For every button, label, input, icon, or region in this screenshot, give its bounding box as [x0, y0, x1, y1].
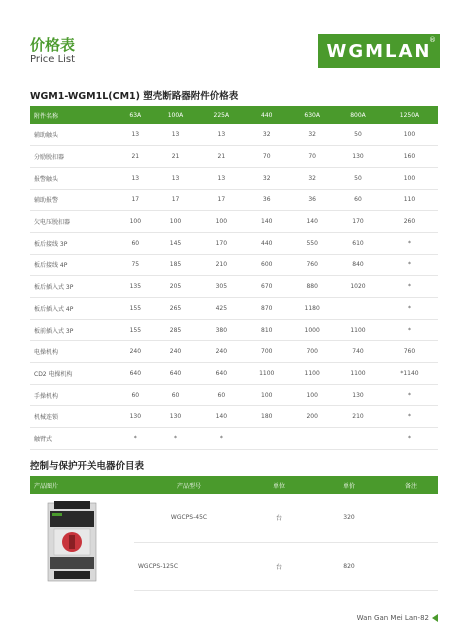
table-row [30, 319, 438, 341]
price-cell: 21 [198, 146, 244, 168]
accessory-name: 板前插入式 3P [30, 319, 118, 341]
table-row [30, 494, 438, 542]
price-cell: 70 [289, 146, 335, 168]
price-cell: 670 [244, 276, 289, 298]
price-cell: 100 [153, 211, 199, 233]
product-unit: 台 [244, 542, 314, 590]
column-header: 225A [198, 106, 244, 124]
price-cell: 13 [153, 124, 199, 146]
price-cell: 700 [244, 341, 289, 363]
accessory-name: 手操机构 [30, 384, 118, 406]
price-cell: * [381, 384, 438, 406]
accessory-name: 板后接线 4P [30, 254, 118, 276]
column-header: 单位 [244, 476, 314, 494]
price-cell: * [118, 428, 153, 450]
price-cell: 210 [335, 406, 381, 428]
table-header-row [30, 476, 438, 494]
accessory-name: 电操机构 [30, 341, 118, 363]
price-cell: 240 [198, 341, 244, 363]
table-row [30, 189, 438, 211]
page-footer [357, 614, 438, 622]
price-cell: 50 [335, 124, 381, 146]
price-cell: 60 [118, 232, 153, 254]
table-row [30, 428, 438, 450]
price-cell: 140 [289, 211, 335, 233]
table-row [30, 276, 438, 298]
price-cell: 60 [335, 189, 381, 211]
price-cell: 440 [244, 232, 289, 254]
table-row [30, 406, 438, 428]
price-cell: 32 [289, 124, 335, 146]
price-cell: 130 [335, 146, 381, 168]
price-cell: 145 [153, 232, 199, 254]
price-cell: 305 [198, 276, 244, 298]
price-cell: 185 [153, 254, 199, 276]
price-cell: 610 [335, 232, 381, 254]
price-cell: 130 [118, 406, 153, 428]
column-header: 1250A [381, 106, 438, 124]
price-cell: 1180 [289, 298, 335, 320]
column-header: 630A [289, 106, 335, 124]
price-cell: 140 [198, 406, 244, 428]
price-cell: 100 [289, 384, 335, 406]
price-cell: 100 [118, 211, 153, 233]
accessory-name: 欠电压脱扣器 [30, 211, 118, 233]
price-cell: 200 [289, 406, 335, 428]
column-header: 100A [153, 106, 199, 124]
price-cell: 130 [335, 384, 381, 406]
price-cell: 1100 [289, 363, 335, 385]
price-cell: 13 [118, 167, 153, 189]
product-note [384, 542, 438, 590]
price-cell: 810 [244, 319, 289, 341]
price-cell: * [381, 254, 438, 276]
price-cell: 100 [244, 384, 289, 406]
accessory-name: 分励脱扣器 [30, 146, 118, 168]
price-cell: 640 [153, 363, 199, 385]
price-cell: 21 [153, 146, 199, 168]
price-cell: 260 [381, 211, 438, 233]
price-cell: 880 [289, 276, 335, 298]
price-cell: 840 [335, 254, 381, 276]
accessory-name: 板后插入式 4P [30, 298, 118, 320]
section-title-accessories: WGM1-WGM1L(CM1) 塑壳断路器附件价格表 [30, 91, 239, 102]
accessory-price-table [30, 106, 438, 450]
price-cell: 870 [244, 298, 289, 320]
price-cell: 180 [244, 406, 289, 428]
cps-price-table [30, 476, 438, 591]
table-row [30, 254, 438, 276]
price-cell: 1100 [244, 363, 289, 385]
column-header: 63A [118, 106, 153, 124]
table-row [30, 298, 438, 320]
product-unit: 台 [244, 494, 314, 542]
accessory-name: 辅助触头 [30, 124, 118, 146]
price-cell [244, 428, 289, 450]
price-cell: 265 [153, 298, 199, 320]
page-header [0, 0, 468, 80]
price-cell: 21 [118, 146, 153, 168]
price-cell: 1100 [335, 363, 381, 385]
price-cell: 13 [198, 124, 244, 146]
price-cell: 155 [118, 319, 153, 341]
price-cell: 600 [244, 254, 289, 276]
price-cell: 1000 [289, 319, 335, 341]
price-cell: 13 [153, 167, 199, 189]
column-header: 440 [244, 106, 289, 124]
price-cell: 210 [198, 254, 244, 276]
page-title: 价格表 [30, 36, 76, 54]
column-header: 800A [335, 106, 381, 124]
price-cell: 1100 [335, 319, 381, 341]
accessory-name: 板后接线 3P [30, 232, 118, 254]
price-cell: 155 [118, 298, 153, 320]
price-cell: * [381, 232, 438, 254]
table-row [30, 124, 438, 146]
footer-text: Wan Gan Mei Lan-82 [356, 614, 429, 622]
column-header: 附件名称 [30, 106, 118, 124]
price-cell [289, 428, 335, 450]
price-cell: 32 [289, 167, 335, 189]
price-cell: 130 [153, 406, 199, 428]
price-cell: 760 [381, 341, 438, 363]
price-cell: 17 [198, 189, 244, 211]
price-cell: 70 [244, 146, 289, 168]
table-row [30, 211, 438, 233]
price-cell: 285 [153, 319, 199, 341]
price-cell: * [198, 428, 244, 450]
price-cell: 13 [118, 124, 153, 146]
price-cell: * [381, 406, 438, 428]
price-cell: * [381, 428, 438, 450]
price-cell: 700 [289, 341, 335, 363]
price-cell: 100 [381, 167, 438, 189]
accessory-name: 辅助报警 [30, 189, 118, 211]
price-cell: 135 [118, 276, 153, 298]
triangle-left-icon [432, 614, 438, 622]
table-row [30, 146, 438, 168]
price-cell: 140 [244, 211, 289, 233]
price-cell: * [381, 276, 438, 298]
price-cell: 36 [244, 189, 289, 211]
column-header: 产品图片 [30, 476, 134, 494]
price-cell [335, 428, 381, 450]
accessory-name: 机械连锁 [30, 406, 118, 428]
price-cell [335, 298, 381, 320]
price-cell: * [153, 428, 199, 450]
product-note [384, 494, 438, 542]
price-cell: 550 [289, 232, 335, 254]
price-cell: 13 [198, 167, 244, 189]
registered-mark-icon: ® [429, 36, 436, 44]
column-header: 单价 [314, 476, 384, 494]
table-header-row [30, 106, 438, 124]
price-cell: 205 [153, 276, 199, 298]
product-image-cell [30, 494, 134, 590]
product-model: WGCPS-45C [134, 494, 244, 542]
product-price: 320 [314, 494, 384, 542]
price-cell: 110 [381, 189, 438, 211]
price-cell: 32 [244, 124, 289, 146]
price-cell: 170 [335, 211, 381, 233]
price-cell: 740 [335, 341, 381, 363]
price-cell: 60 [118, 384, 153, 406]
accessory-name: 报警触头 [30, 167, 118, 189]
accessory-name: 板后插入式 3P [30, 276, 118, 298]
product-photo [40, 499, 104, 583]
price-cell: *1140 [381, 363, 438, 385]
price-cell: 36 [289, 189, 335, 211]
price-cell: 170 [198, 232, 244, 254]
price-cell: 380 [198, 319, 244, 341]
section-title-cps: 控制与保护开关电器价目表 [30, 461, 145, 472]
table-row [30, 167, 438, 189]
column-header: 产品型号 [134, 476, 244, 494]
price-cell: 75 [118, 254, 153, 276]
brand-name: WGMLAN [326, 40, 432, 62]
page-subtitle: Price List [30, 54, 76, 65]
price-cell: 100 [381, 124, 438, 146]
price-cell: 60 [153, 384, 199, 406]
product-model: WGCPS-125C [134, 542, 244, 590]
price-cell: 160 [381, 146, 438, 168]
price-cell: * [381, 298, 438, 320]
price-cell: 17 [118, 189, 153, 211]
price-cell: 50 [335, 167, 381, 189]
table-row [30, 363, 438, 385]
price-cell: 640 [198, 363, 244, 385]
price-cell: 640 [118, 363, 153, 385]
table-row [30, 341, 438, 363]
table-row [30, 232, 438, 254]
price-cell: 240 [153, 341, 199, 363]
price-cell: 32 [244, 167, 289, 189]
brand-logo [318, 34, 440, 68]
price-cell: 1020 [335, 276, 381, 298]
price-cell: 425 [198, 298, 244, 320]
price-cell: 60 [198, 384, 244, 406]
accessory-name: CD2 电操机构 [30, 363, 118, 385]
table-row [30, 384, 438, 406]
column-header: 备注 [384, 476, 438, 494]
price-cell: 100 [198, 211, 244, 233]
price-cell: 240 [118, 341, 153, 363]
accessory-name: 触臂式 [30, 428, 118, 450]
price-cell: 760 [289, 254, 335, 276]
price-cell: * [381, 319, 438, 341]
product-price: 820 [314, 542, 384, 590]
price-cell: 17 [153, 189, 199, 211]
